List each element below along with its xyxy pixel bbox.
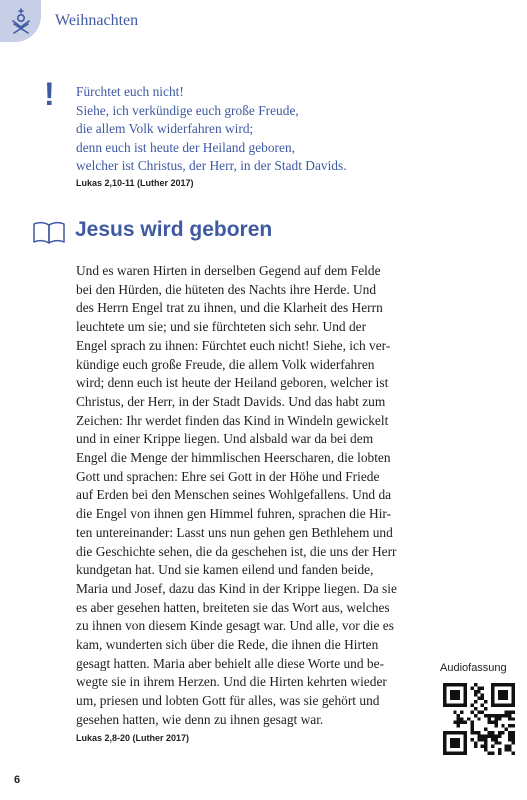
reading-title: Jesus wird geboren [75, 218, 273, 241]
reading-line: auf Erden bei den Menschen seines Wohlgefallens. Und da [76, 487, 392, 503]
section-title: Weihnachten [55, 12, 139, 29]
quote-block [76, 83, 496, 176]
exclamation-icon: ! [44, 76, 55, 112]
reading-line: Engel die Menge der himmlischen Heerscharen, die lobten [76, 450, 391, 466]
quote-line: die allem Volk widerfahren wird; [76, 121, 254, 136]
reading-line: Maria und Josef, dazu das Kind in der Krippe liegen. Da sie [76, 580, 397, 596]
reading-line: Gott und sprachen: Ehre sei Gott in der Höhe und Friede [76, 468, 380, 484]
reading-line: Engel sprach zu ihnen: Fürchtet euch nicht! Siehe, ich ver- [76, 337, 391, 353]
star-manger-icon [8, 7, 34, 35]
section-logo [0, 0, 41, 42]
reading-line: wird; denn euch ist heute der Heiland geboren, welcher ist [76, 375, 389, 391]
reading-line: und in einer Krippe liegen. Und alsbald war da bei dem [76, 431, 374, 447]
reading-line: gesehen hatten, wie denn zu ihnen gesagt war. [76, 711, 324, 727]
reading-line: leuchtete um sie; und sie fürchteten sich sehr. Und der [76, 319, 367, 335]
qr-code-icon[interactable] [443, 683, 515, 755]
reading-line: gesagt hatten. Maria aber behielt alle diese Worte und be- [76, 655, 385, 671]
page-number: 6 [14, 774, 21, 786]
quote-line: denn euch ist heute der Heiland geboren, [76, 139, 296, 155]
reading-line: Christus, der Herr, in der Stadt Davids. Und das habt zum [76, 393, 386, 409]
reading-line: Zeichen: Ihr werdet finden das Kind in Windeln gewickelt [76, 412, 389, 428]
reading-line: kündige euch große Freude, die allem Volk widerfahren [76, 356, 375, 372]
reading-line: um, priesen und lobten Gott für alles, was sie gehört und [76, 693, 380, 709]
reading-text [76, 262, 406, 730]
reading-line: Und es waren Hirten in derselben Gegend auf dem Felde [76, 263, 381, 278]
reading-line: kundgetan hat. Und sie kamen eilend und fanden beide, [76, 562, 374, 578]
reading-line: es aber gesehen hatten, breiteten sie das Wort aus, welches [76, 599, 390, 615]
reading-line: ten untereinander: Lasst uns nun gehen gen Bethlehem und [76, 524, 393, 540]
reading-line: zu ihnen von diesem Kinde gesagt war. Und alle, vor die es [76, 618, 394, 634]
reading-line: wegte sie in ihrem Herzen. Und die Hirten kehrten wieder [76, 674, 387, 690]
quote-line: welcher ist Christus, der Herr, in der Stadt Davids. [76, 158, 347, 173]
reading-line: die Engel von ihnen gen Himmel fuhren, sprachen die Hir- [76, 506, 392, 522]
open-book-icon [32, 220, 66, 246]
reading-line: des Herrn Engel trat zu ihnen, und die Klarheit des Herrn [76, 300, 383, 316]
quote-reference: Lukas 2,10-11 (Luther 2017) [76, 178, 194, 188]
reading-line: kam, wunderten sich über die Rede, die ihnen die Hirten [76, 637, 379, 653]
reading-reference: Lukas 2,8-20 (Luther 2017) [76, 733, 190, 743]
quote-line: Fürchtet euch nicht! [76, 84, 184, 99]
reading-line: die Geschichte sehen, die da geschehen ist, die uns der Herr [76, 543, 397, 559]
reading-line: bei den Hürden, die hüteten des Nachts ihre Herde. Und [76, 281, 377, 297]
quote-line: Siehe, ich verkündige euch große Freude, [76, 102, 299, 118]
audio-label: Audiofassung [440, 662, 507, 674]
